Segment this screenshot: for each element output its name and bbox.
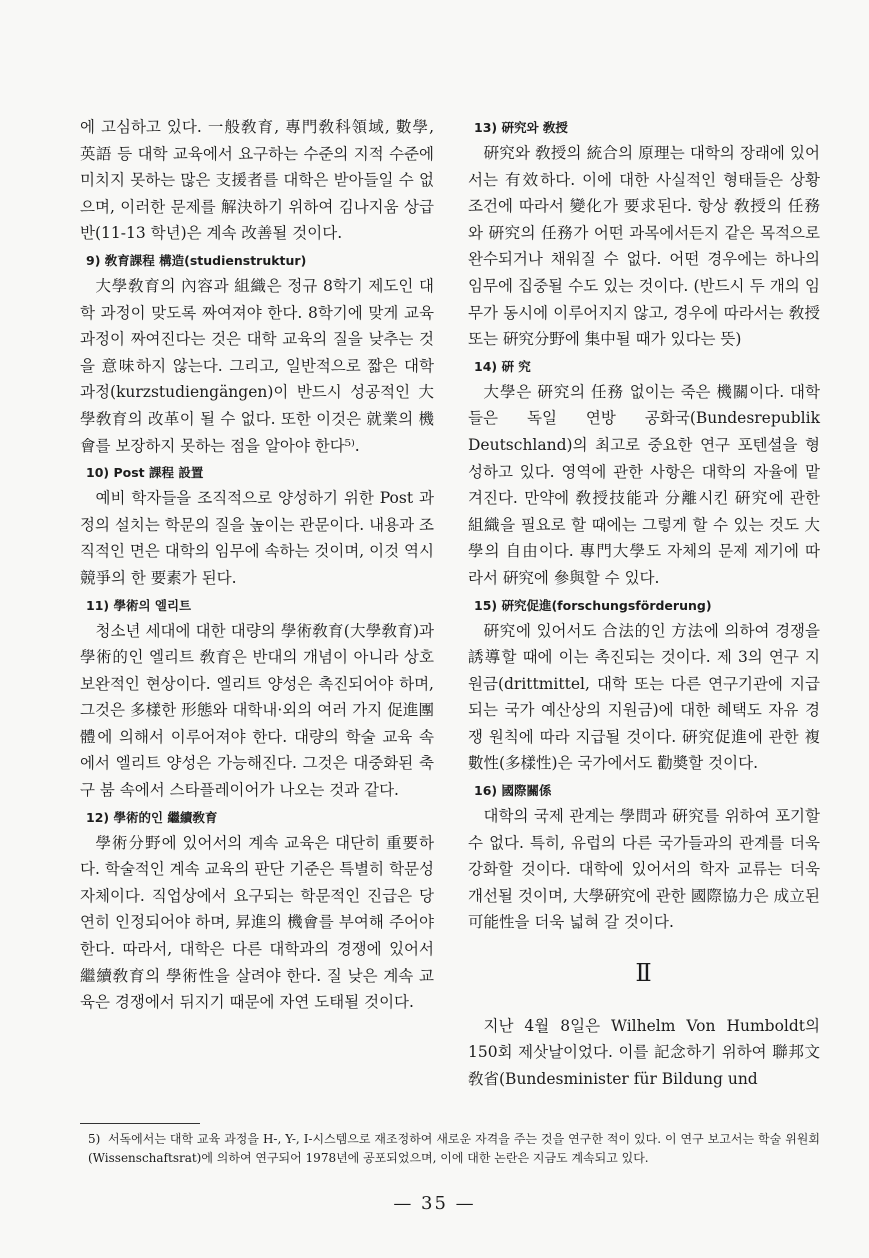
heading-13-research-teaching: 13) 硏究와 敎授 [474, 120, 568, 135]
heading-11-academic-elite: 11) 學術의 엘리트 [86, 597, 192, 613]
paragraph-section-2: 지난 4월 8일은 Wilhelm Von Humboldt의 150회 제삿날이었다. 이를 記念하기 위하여 聯邦文敎省(Bundesminister für Bildung und [468, 1016, 820, 1088]
paragraph-12: 學術分野에 있어서의 계속 교육은 대단히 重要하다. 학술적인 계속 교육의 판단 기준은 특별히 학문성 자체이다. 직업상에서 요구되는 학문적인 진급은 당연히 인정되어야 하며, 昇進의 機會를 부여해 주어야 한다. 따라서, 대학은 다른 대학과의 경쟁에 있어서 繼續敎育의 學術性을 살려야 한다. 질 낮은 계속 교육은 경쟁에서 뒤지기 때문에 자연 도태될 것이다. [80, 833, 434, 1012]
footnote-mark: 5) [88, 1132, 101, 1146]
heading-14-research: 14) 硏 究 [474, 358, 531, 374]
heading-9-curriculum-structure: 9) 敎育課程 構造(studienstruktur) [86, 252, 307, 268]
paragraph-10: 예비 학자들을 조직적으로 양성하기 위한 Post 과정의 설치는 학문의 질을 높이는 관문이다. 내용과 조직적인 면은 대학의 임무에 속하는 것이며, 이것 역시 競爭의 한 要素가 된다. [80, 489, 434, 587]
page-number: — 35 — [393, 1193, 476, 1214]
paragraph-15: 硏究에 있어서도 合法的인 方法에 의하여 경쟁을 誘導할 때에 이는 촉진되는 것이다. 제 3의 연구 지원금(drittmittel, 대학 또는 다른 연구기관에 지급되는 국가 예산상의 지원금)에 대한 혜택도 자유 경쟁 원칙에 따라 지급될 것이다. 硏究促進에 관한 複數性(多樣性)은 국가에서도 勸奬할 것이다. [468, 621, 820, 773]
footnote-divider [80, 1123, 200, 1124]
right-column [468, 114, 820, 1092]
heading-15-research-promotion: 15) 硏究促進(forschungsförderung) [474, 597, 712, 613]
footnote-text: 서독에서는 대학 교육 과정을 H-, Y-, I-시스템으로 재조정하여 새로운 자격을 주는 것을 연구한 적이 있다. 이 연구 보고서는 학술 위원회(Wissenschaftsrat)에 의하여 연구되어 1978년에 공포되었으며, 이에 대한 논란은 지금도 계속되고 있다. [88, 1132, 820, 1165]
footnote [88, 1130, 820, 1168]
paragraph-9: 大學敎育의 內容과 組織은 정규 8학기 제도인 대학 과정이 맞도록 짜여져야 한다. 8학기에 맞게 교육 과정이 짜여진다는 것은 대학 교육의 질을 낮추는 것을 意味하지 않는다. 그리고, 일반적으로 짧은 대학 과정(kurzstudiengängen)이 반드시 성공적인 大學敎育의 改革이 될 수 없다. 또한 이것은 就業의 機會를 보장하지 못하는 점을 알아야 한다⁵⁾. [80, 276, 434, 455]
section-roman-numeral: Ⅱ [635, 959, 653, 988]
paragraph-14: 大學은 硏究의 任務 없이는 죽은 機關이다. 대학들은 독일 연방 공화국(Bundesrepublik Deutschland)의 최고로 중요한 연구 포텐셜을 형성하고 있다. 영역에 관한 사항은 대학의 자율에 맡겨진다. 만약에 敎授技能과 分離시킨 硏究에 관한 組織을 필요로 할 때에는 그렇게 할 수 있는 것도 大學의 自由이다. 專門大學도 자체의 문제 제기에 따라서 硏究에 參與할 수 있다. [468, 382, 820, 587]
paragraph-intro: 에 고심하고 있다. 一般敎育, 專門敎科領域, 數學, 英語 등 대학 교육에서 요구하는 수준의 지적 수준에 미치지 못하는 많은 支援者를 대학은 받아들일 수 없으며, 이러한 문제를 解決하기 위하여 김나지움 상급반(11-13 학년)은 계속 改善될 것이다. [80, 118, 434, 243]
left-column [80, 114, 434, 1016]
paragraph-13: 硏究와 敎授의 統合의 原理는 대학의 장래에 있어서는 有效하다. 이에 대한 사실적인 형태들은 상황 조건에 따라서 變化가 要求된다. 항상 敎授의 任務와 硏究의 任務가 어떤 과목에서든지 같은 목적으로 완수되거나 채워질 수 없다. 어떤 경우에는 하나의 임무에 집중될 수도 있는 것이다. (반드시 두 개의 임무가 동시에 이루어지지 않고, 경우에 따라서는 敎授 또는 硏究分野에 集中될 때가 있다는 뜻) [468, 144, 820, 349]
paragraph-16: 대학의 국제 관계는 學問과 硏究를 위하여 포기할 수 없다. 특히, 유럽의 다른 국가들과의 관계를 더욱 강화할 것이다. 대학에 있어서의 학자 교류는 더욱 개선될 것이며, 大學硏究에 관한 國際協力은 成立된 可能性을 더욱 넓혀 갈 것이다. [468, 807, 820, 932]
heading-16-international-relations: 16) 國際關係 [474, 783, 552, 799]
heading-10-post-course: 10) Post 課程 設置 [86, 465, 204, 481]
heading-12-continuing-education: 12) 學術的인 繼續敎育 [86, 809, 218, 825]
paragraph-11: 청소년 세대에 대한 대량의 學術敎育(大學敎育)과 學術的인 엘리트 敎育은 반대의 개념이 아니라 상호 보완적인 현상이다. 엘리트 양성은 촉진되어야 하며, 그것은 多樣한 形態와 대학내·외의 여러 가지 促進團體에 의해서 이루어져야 한다. 대량의 학술 교육 속에서 엘리트 양성은 가능해진다. 그것은 대중화된 축구 붐 속에서 스타플레이어가 나오는 것과 같다. [80, 621, 434, 800]
